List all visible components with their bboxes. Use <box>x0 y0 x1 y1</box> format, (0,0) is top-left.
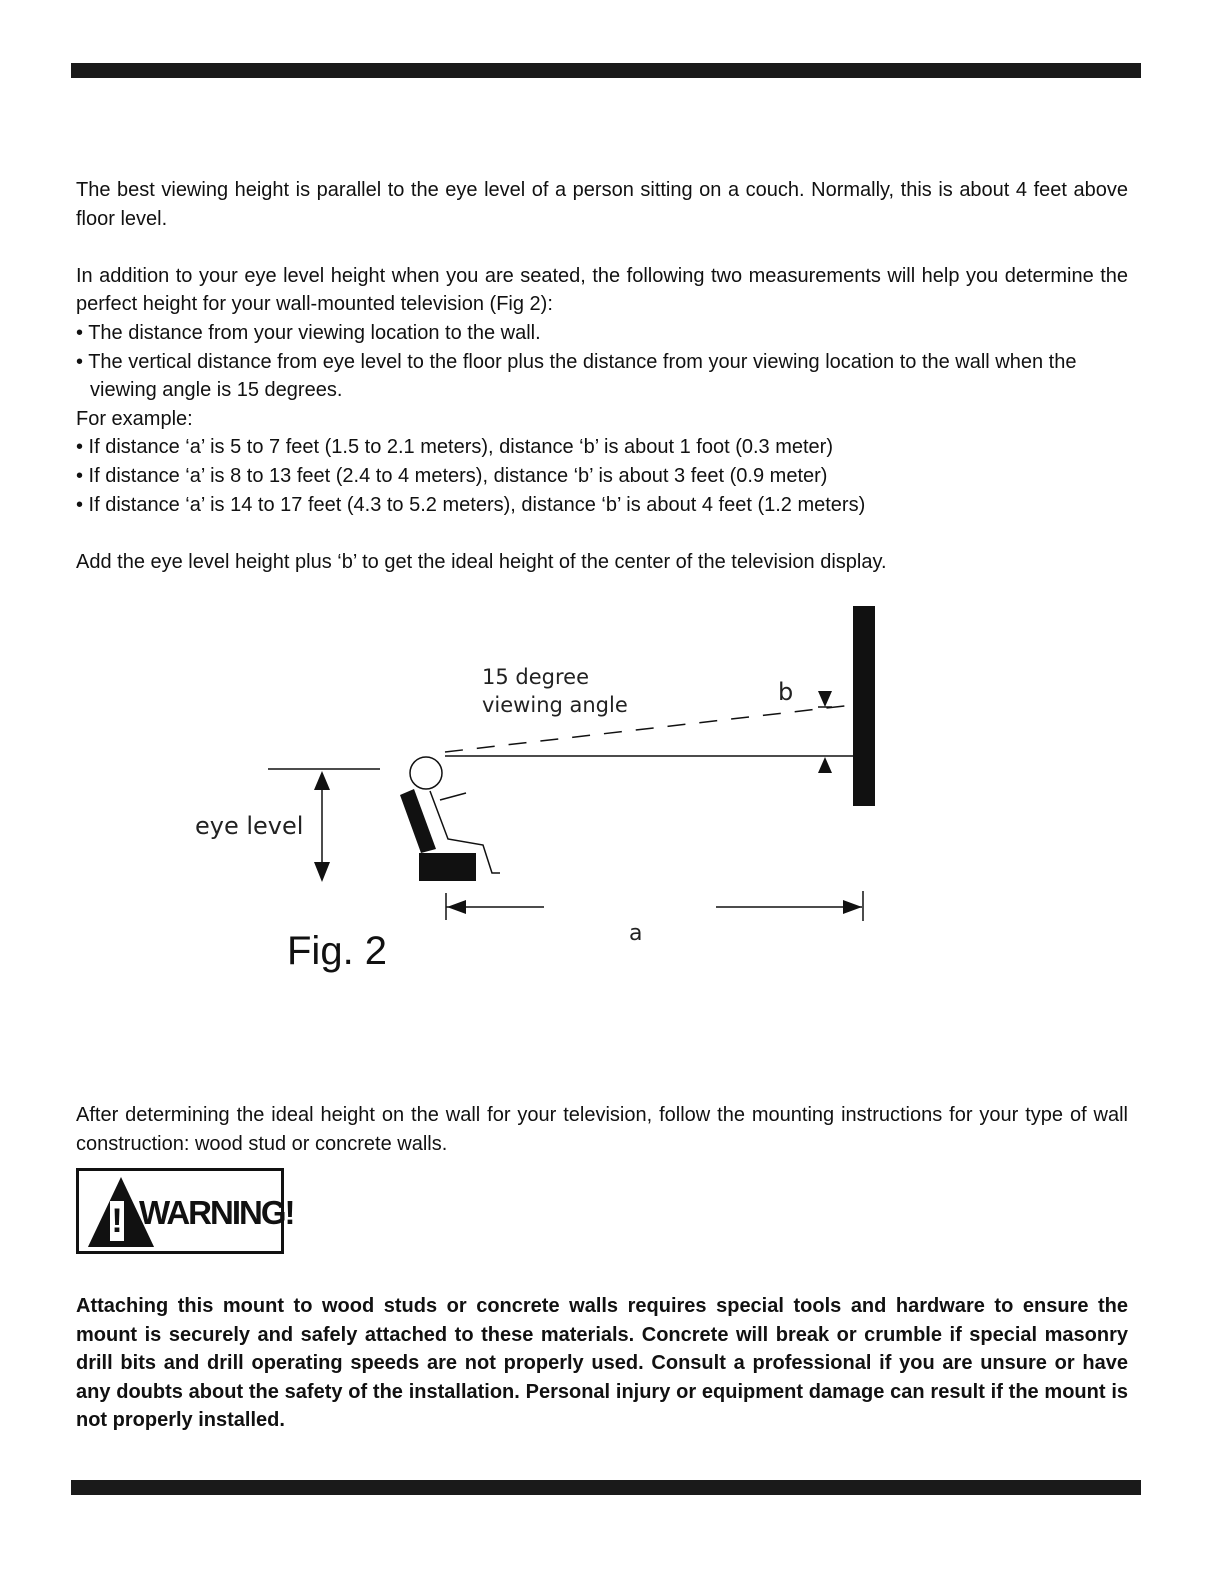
bullet-vertical-distance: • The vertical distance from eye level to the floor plus the distance from your viewing location to the wall when the viewing angle is 15 degrees. <box>76 350 1077 402</box>
eye-level-label: eye level <box>195 812 304 840</box>
viewing-height-diagram <box>0 590 1225 990</box>
example-item-1: • If distance ‘a’ is 5 to 7 feet (1.5 to 2.1 meters), distance ‘b’ is about 1 foot (0.3 meter) <box>76 436 834 459</box>
figure-caption: Fig. 2 <box>287 929 388 973</box>
after-section <box>76 1101 1128 1158</box>
example-label: For example: <box>76 407 193 430</box>
angle-label-line2: viewing angle <box>482 693 628 717</box>
example-item-2: • If distance ‘a’ is 8 to 13 feet (2.4 to 4 meters), distance ‘b’ is about 3 feet (0.9 meter) <box>76 464 828 487</box>
person-head <box>410 757 442 789</box>
footer-rule <box>71 1480 1141 1495</box>
intro-paragraph-1: The best viewing height is parallel to the eye level of a person sitting on a couch. Normally, this is about 4 feet above floor level. <box>76 179 1128 230</box>
angle-label-line1: 15 degree <box>482 665 589 689</box>
intro-paragraph-2: In addition to your eye level height when you are seated, the following two measurements will help you determine the perfect height for your wall-mounted television (Fig 2): <box>76 264 1128 316</box>
b-label: b <box>778 678 794 706</box>
b-arrow-up-icon <box>818 757 832 773</box>
bullet-distance-to-wall: • The distance from your viewing location to the wall. <box>76 321 541 344</box>
warning-exclamation: ! <box>111 1202 123 1240</box>
header-rule <box>71 63 1141 78</box>
eye-level-arrow-down-icon <box>314 862 330 882</box>
warning-body: Attaching this mount to wood studs or concrete walls requires special tools and hardware to ensure the mount is securely and safely attached to these materials. Concrete will break or crumble if special masonry drill bits and drill operating speeds are not properly used. Consult a professional if you are unsure or have any doubts about the safety of the installation. Personal injury or equipment damage can result if the mount is not properly installed. <box>76 1295 1128 1432</box>
example-item-3: • If distance ‘a’ is 14 to 17 feet (4.3 to 5.2 meters), distance ‘b’ is about 4 feet (1.2 meters) <box>76 493 866 516</box>
intro-paragraph-3: Add the eye level height plus ‘b’ to get the ideal height of the center of the television display. <box>76 550 887 573</box>
a-arrow-left-icon <box>447 900 466 914</box>
after-paragraph: After determining the ideal height on the wall for your television, follow the mounting instructions for your type of wall construction: wood stud or concrete walls. <box>76 1104 1128 1155</box>
warning-box <box>76 1168 294 1254</box>
person-arm <box>440 793 466 800</box>
a-arrow-right-icon <box>843 900 862 914</box>
tv-wall <box>853 606 875 806</box>
warning-label: WARNING! <box>139 1194 294 1231</box>
intro-section <box>76 176 1128 576</box>
eye-level-arrow-up-icon <box>314 771 330 790</box>
chair-seat <box>419 853 476 881</box>
chair-back <box>400 789 436 853</box>
b-arrow-down-icon <box>818 691 832 707</box>
a-label: a <box>629 921 643 946</box>
